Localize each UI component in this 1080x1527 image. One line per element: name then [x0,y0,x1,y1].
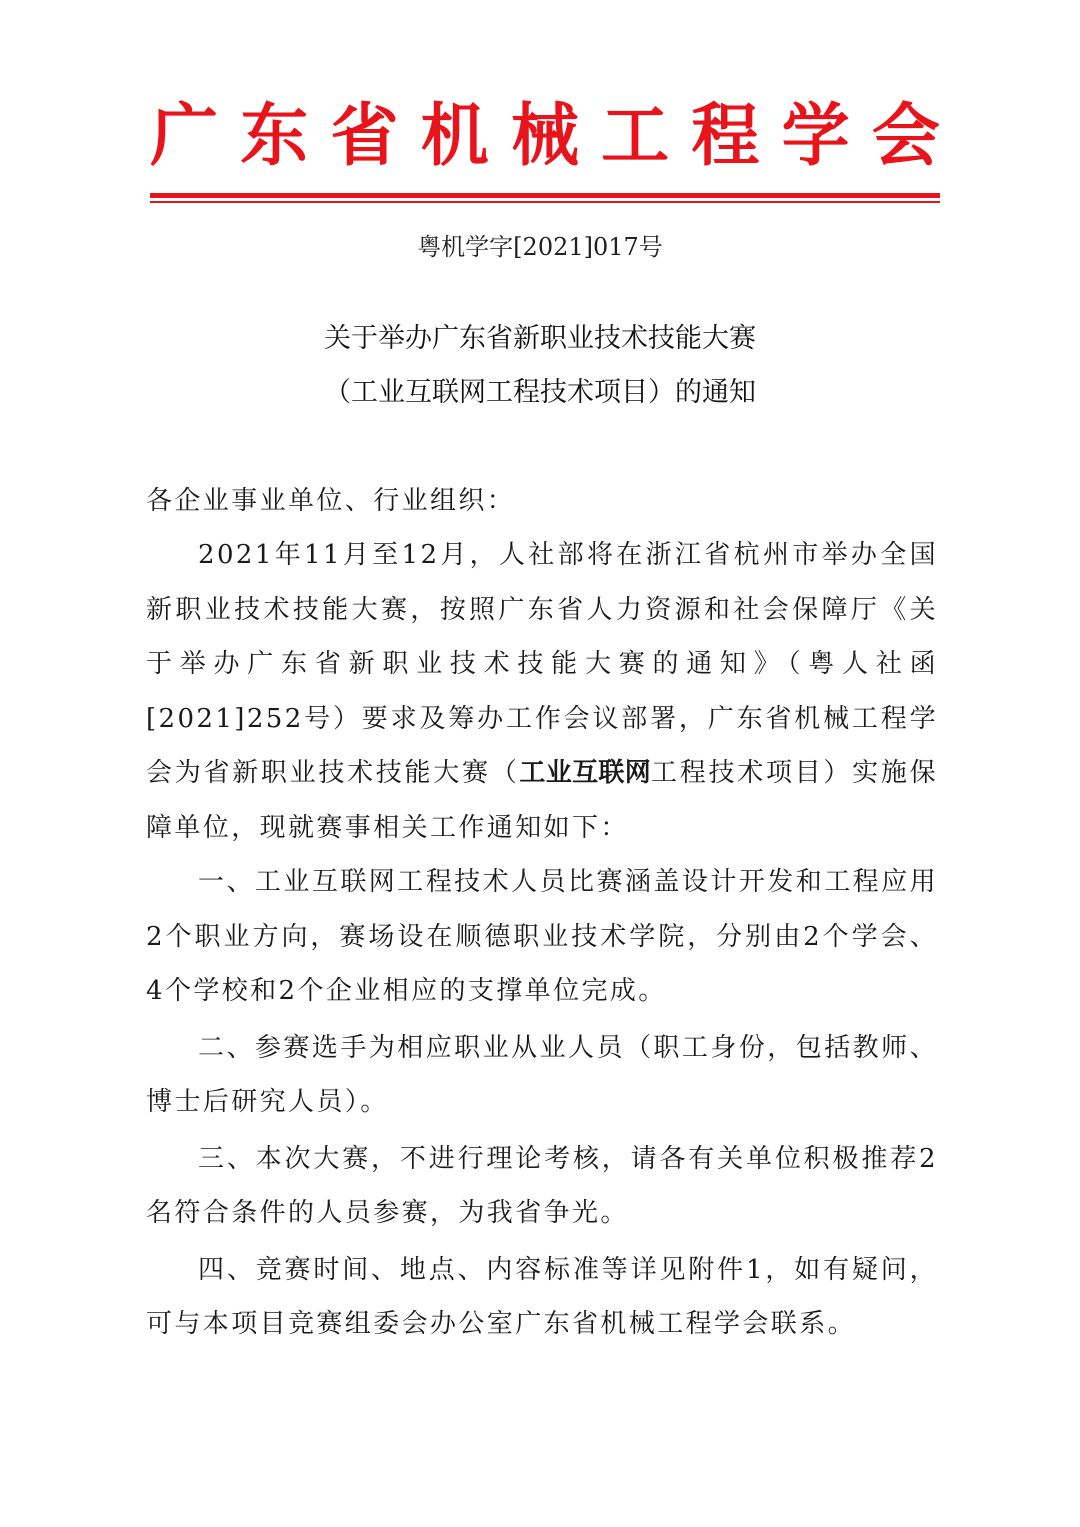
intro-bold-term: 工业互联网 [519,758,652,788]
org-char: 工 [601,96,670,176]
org-char: 省 [330,96,399,176]
header-rule-thick [150,193,940,198]
notice-item-2: 二、参赛选手为相应职业从业人员（职工身份，包括教师、博士后研究人员）。 [146,1032,938,1117]
intro-text-before: 2021年11月至12月，人社部将在浙江省杭州市举办全国新职业技术技能大赛，按照广东省人力资源和社会保障厅《关于举办广东省新职业技术技能大赛的通知》（粤人社函[2021]252号）要求及筹办工作会议部署，广东省机械工程学会为省新职业技术技能大赛（ [146,540,938,788]
org-char: 程 [691,96,760,176]
notice-item-1: 一、工业互联网工程技术人员比赛涵盖设计开发和工程应用2个职业方向，赛场设在顺德职业技术学院，分别由2个学会、4个学校和2个企业相应的支撑单位完成。 [146,867,938,1006]
intro-paragraph [146,528,938,855]
document-number: 粤机学字[2021]017号 [417,233,663,261]
org-char: 广 [150,96,219,176]
notice-body [146,528,938,1352]
intro-text-after: 工程技术项目）实施保障单位，现就赛事相关工作通知如下： [146,758,938,843]
org-char: 学 [781,96,850,176]
org-char: 械 [510,96,579,176]
notice-item-3: 三、本次大赛，不进行理论考核，请各有关单位积极推荐2名符合条件的人员参赛，为我省争光。 [146,1143,938,1228]
header-rule-thin [150,201,940,203]
notice-item-4: 四、竞赛时间、地点、内容标准等详见附件1，如有疑问，可与本项目竞赛组委会办公室广东省机械工程学会联系。 [146,1254,938,1339]
salutation [146,474,938,529]
organization-header [150,96,940,176]
org-char: 会 [871,96,940,176]
notice-title-line-2: （工业互联网工程技术项目）的通知 [324,377,756,408]
org-char: 东 [240,96,309,176]
salutation-text: 各企业事业单位、行业组织： [146,486,516,516]
notice-title-line-1: 关于举办广东省新职业技术技能大赛 [324,323,756,354]
org-char: 机 [420,96,489,176]
